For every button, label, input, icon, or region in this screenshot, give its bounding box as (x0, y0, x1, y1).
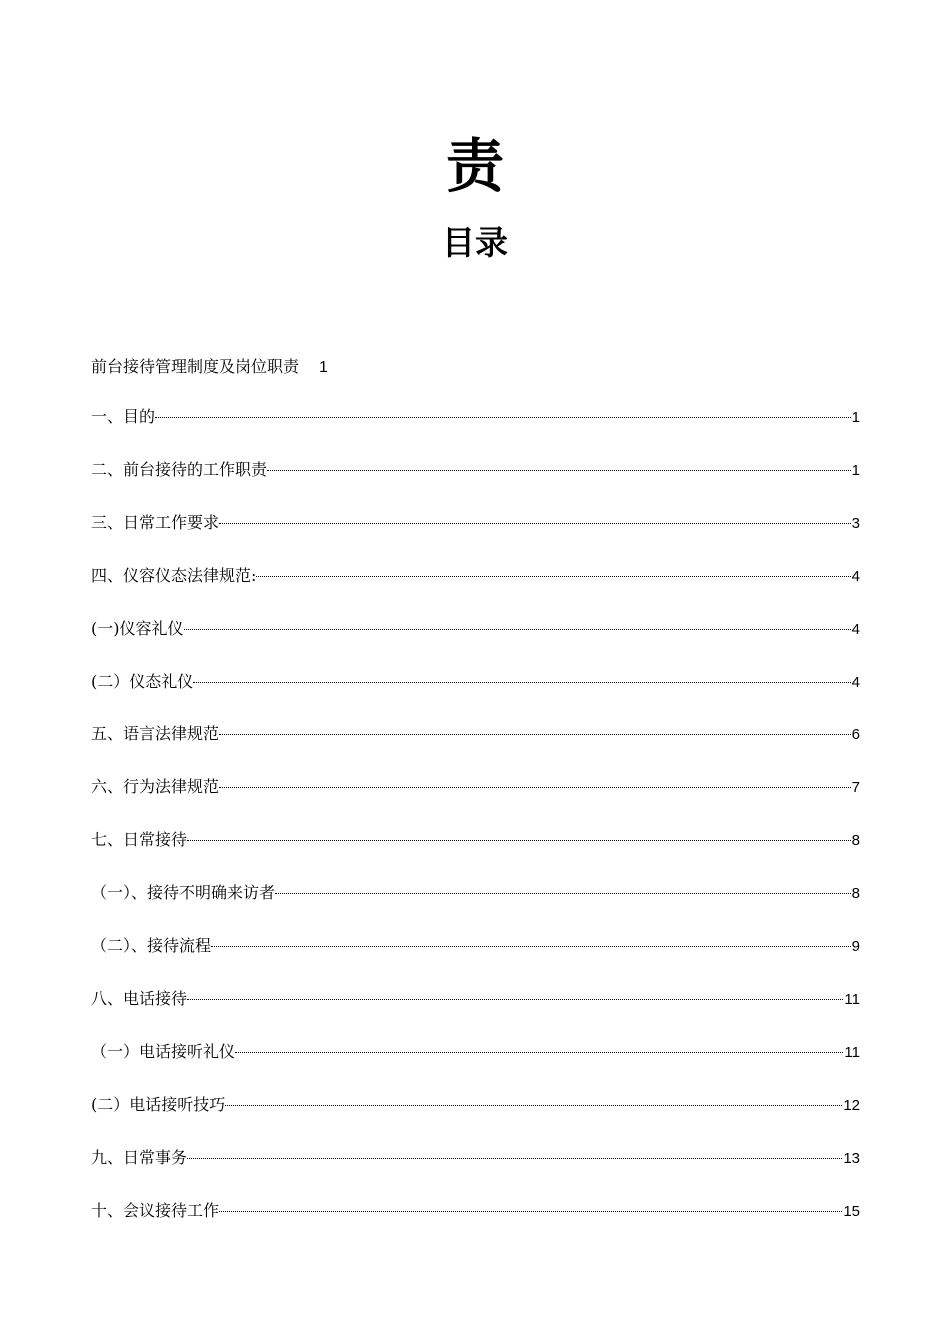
toc-entry-page-number: 3 (851, 515, 860, 532)
toc-entry-label: 一、目的 (91, 407, 156, 426)
toc-dot-leader (267, 451, 852, 475)
toc-entry[interactable] (91, 398, 860, 426)
toc-dot-leader (155, 398, 852, 422)
toc-entry-page-number: 9 (851, 938, 860, 955)
toc-entry-label: 七、日常接待 (91, 830, 188, 849)
toc-entry[interactable] (91, 874, 860, 902)
toc-entry-label: 四、仪容仪态法律规范: (91, 566, 257, 585)
toc-entry[interactable] (91, 557, 860, 585)
toc-header[interactable] (91, 355, 328, 380)
toc-entry[interactable] (91, 1086, 860, 1114)
toc-dot-leader (219, 715, 852, 739)
toc-entry-label: （二）、接待流程 (91, 936, 212, 955)
toc-entry[interactable] (91, 663, 860, 691)
toc-title: 目录 (442, 223, 508, 262)
toc-entry[interactable] (91, 715, 860, 743)
toc-entry-page-number: 4 (851, 568, 860, 585)
toc-entry[interactable] (91, 821, 860, 849)
toc-entry-page-number: 6 (851, 726, 860, 743)
toc-entry-page-number: 7 (851, 779, 860, 796)
toc-entry-page-number: 13 (843, 1150, 860, 1167)
toc-dot-leader (184, 610, 852, 634)
toc-entry-label: 二、前台接待的工作职责 (91, 460, 268, 479)
toc-dot-leader (187, 980, 844, 1004)
toc-entry-page-number: 8 (851, 885, 860, 902)
toc-dot-leader (256, 557, 851, 581)
toc-entry-page-number: 4 (851, 674, 860, 691)
toc-dot-leader (219, 1192, 843, 1216)
toc-entry-label: （一）、接待不明确来访者 (91, 883, 276, 902)
toc-dot-leader (225, 1086, 843, 1110)
toc-entry-label: 五、语言法律规范 (91, 724, 220, 743)
toc-entry[interactable] (91, 504, 860, 532)
toc-dot-leader (187, 821, 852, 845)
page-heading-char: 责 (445, 132, 504, 200)
toc-entry-label: 六、行为法律规范 (91, 777, 220, 796)
toc-entry[interactable] (91, 768, 860, 796)
toc-entry-label: (二）仪态礼仪 (91, 672, 194, 691)
toc-entry-page-number: 8 (851, 832, 860, 849)
toc-entry-label: 十、会议接待工作 (91, 1201, 220, 1220)
toc-entry-label: 八、电话接待 (91, 989, 188, 1008)
toc-entry[interactable] (91, 1139, 860, 1167)
toc-entry[interactable] (91, 610, 860, 638)
toc-entry-page-number: 12 (843, 1097, 860, 1114)
toc-entry[interactable] (91, 980, 860, 1008)
toc-entry-page-number: 1 (851, 462, 860, 479)
toc-dot-leader (275, 874, 852, 898)
toc-entry-page-number: 4 (851, 621, 860, 638)
toc-entry-page-number: 11 (844, 1044, 860, 1061)
toc-entry-page-number: 11 (844, 991, 860, 1008)
toc-entry-page-number: 1 (851, 409, 860, 426)
toc-dot-leader (193, 663, 851, 687)
toc-dot-leader (211, 927, 852, 951)
toc-dot-leader (187, 1139, 843, 1163)
toc-entry[interactable] (91, 927, 860, 955)
toc-entry-label: （一）电话接听礼仪 (91, 1042, 236, 1061)
toc-dot-leader (219, 768, 852, 792)
toc-entry-label: 九、日常事务 (91, 1148, 188, 1167)
toc-entry-page-number: 15 (843, 1203, 860, 1220)
toc-dot-leader (219, 504, 852, 528)
toc-entry[interactable] (91, 1033, 860, 1061)
toc-entry-label: (一)仪容礼仪 (91, 619, 184, 638)
toc-entry-label: (二）电话接听技巧 (91, 1095, 226, 1114)
toc-dot-leader (235, 1033, 844, 1057)
toc-entry-label: 三、日常工作要求 (91, 513, 220, 532)
toc-entry[interactable] (91, 1192, 860, 1220)
toc-header-label: 前台接待管理制度及岗位职责 (91, 357, 300, 376)
toc-entry[interactable] (91, 451, 860, 479)
toc-header-page-number: 1 (319, 359, 328, 376)
